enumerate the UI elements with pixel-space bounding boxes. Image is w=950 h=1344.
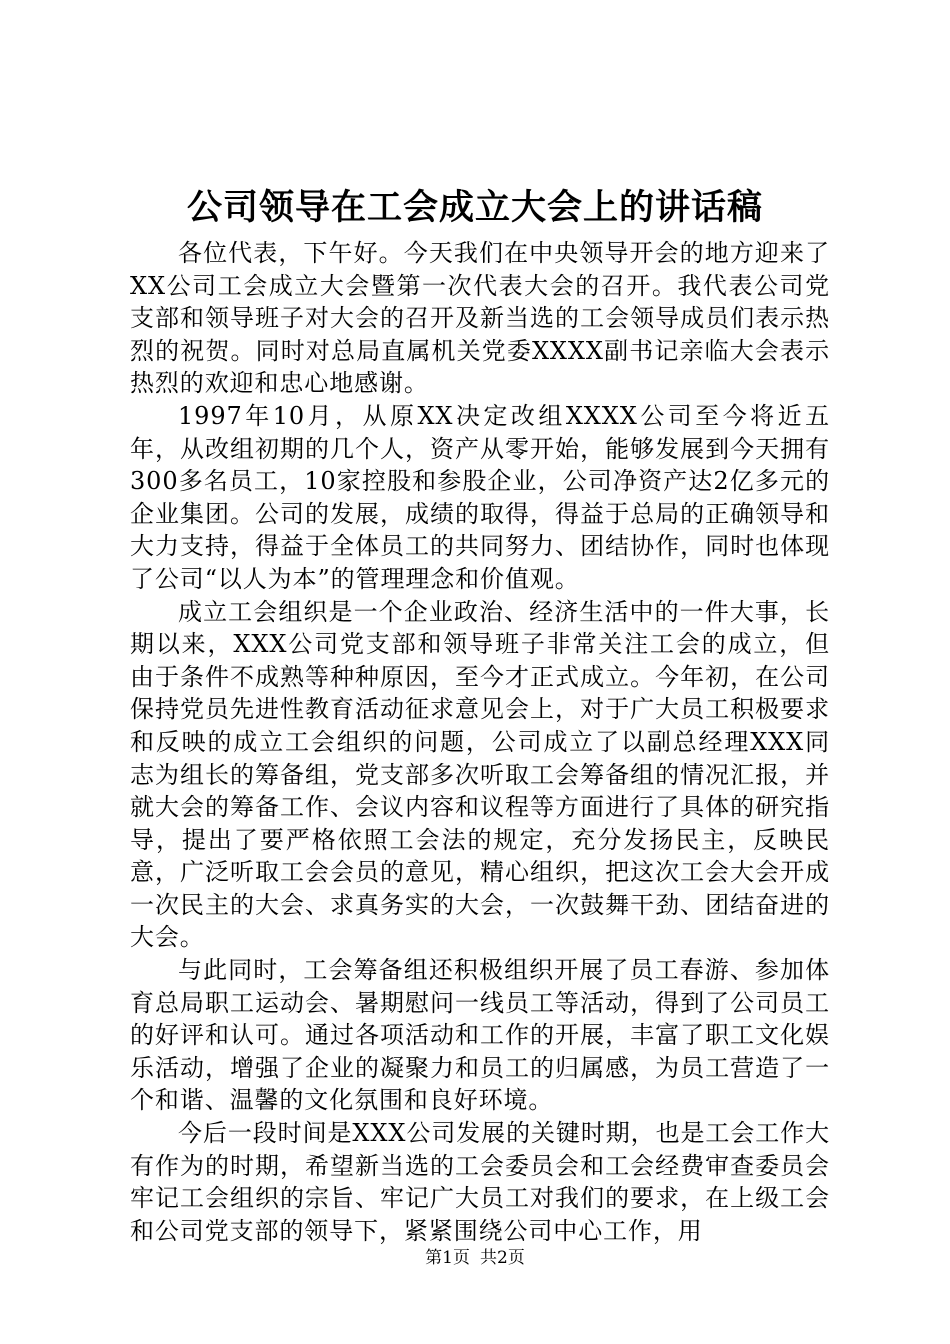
page-number: 第1页 (425, 1248, 470, 1268)
paragraph-activities: 与此同时，工会筹备组还积极组织开展了员工春游、参加体育总局职工运动会、暑期慰问一线员工等活动，得到了公司员工的好评和认可。通过各项活动和工作的开展，丰富了职工文化娱乐活动，增强了企业的凝聚力和员工的归属感，为员工营造了一个和谐、温馨的文化氛围和良好环境。 (130, 956, 830, 1115)
document-body (130, 237, 830, 1247)
page-total: 共2页 (480, 1248, 525, 1268)
paragraph-union-founding: 成立工会组织是一个企业政治、经济生活中的一件大事，长期以来，XXX公司党支部和领导班子非常关注工会的成立，但由于条件不成熟等种种原因，至今才正式成立。今年初，在公司保持党员先进性教育活动征求意见会上，对于广大员工积极要求和反映的成立工会组织的问题，公司成立了以副总经理XXX同志为组长的筹备组，党支部多次听取工会筹备组的情况汇报，并就大会的筹备工作、会议内容和议程等方面进行了具体的研究指导，提出了要严格依照工会法的规定，充分发扬民主，反映民意，广泛听取工会会员的意见，精心组织，把这次工会大会开成一次民主的大会、求真务实的大会，一次鼓舞干劲、团结奋进的大会。 (130, 597, 830, 952)
paragraph-history: 1997年10月，从原XX决定改组XXXX公司至今将近五年，从改组初期的几个人，资产从零开始，能够发展到今天拥有300多名员工，10家控股和参股企业，公司净资产达2亿多元的企业集团。公司的发展，成绩的取得，得益于总局的正确领导和大力支持，得益于全体员工的共同努力、团结协作，同时也体现了公司“以人为本”的管理理念和价值观。 (130, 401, 830, 593)
paragraph-greeting: 各位代表，下午好。今天我们在中央领导开会的地方迎来了XX公司工会成立大会暨第一次代表大会的召开。我代表公司党支部和领导班子对大会的召开及新当选的工会领导成员们表示热烈的祝贺。同时对总局直属机关党委XXXX副书记亲临大会表示热烈的欢迎和忠心地感谢。 (130, 239, 830, 398)
page-footer (0, 1246, 950, 1270)
paragraph-future: 今后一段时间是XXX公司发展的关键时期，也是工会工作大有作为的时期，希望新当选的工会委员会和工会经费审查委员会牢记工会组织的宗旨、牢记广大员工对我们的要求，在上级工会和公司党支部的领导下，紧紧围绕公司中心工作，用 (130, 1119, 830, 1245)
document-title: 公司领导在工会成立大会上的讲话稿 (186, 187, 763, 228)
